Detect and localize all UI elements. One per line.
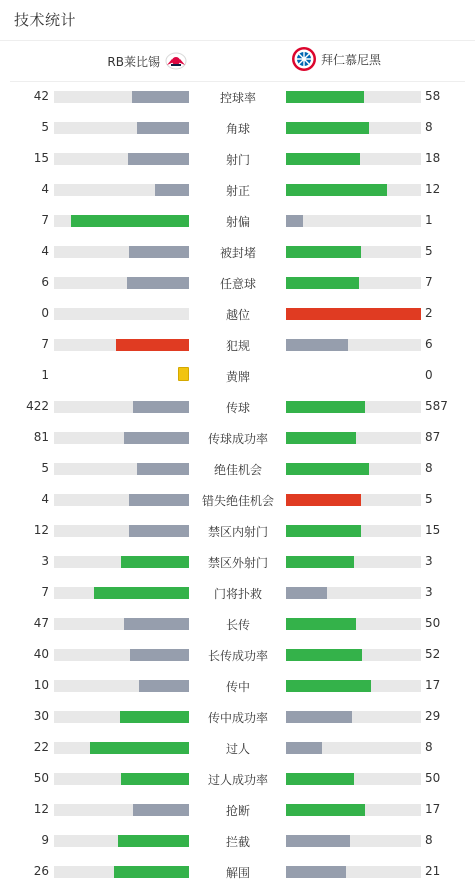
away-stat-bar-fill <box>286 339 348 351</box>
away-stat-value: 587 <box>425 399 448 413</box>
home-stat-bar <box>54 525 189 537</box>
stat-label: 射正 <box>225 184 250 198</box>
home-stat-bar <box>54 742 189 754</box>
home-stat-bar-fill <box>114 866 189 878</box>
stat-row[interactable] <box>0 298 475 329</box>
home-stat-bar <box>54 618 189 630</box>
home-stat-value: 26 <box>33 864 49 878</box>
home-stat-bar-fill <box>127 277 189 289</box>
home-stat-bar-fill <box>139 680 189 692</box>
stat-label: 禁区外射门 <box>207 556 268 570</box>
away-stat-bar <box>286 215 421 227</box>
away-stat-bar <box>286 494 421 506</box>
home-stat-bar <box>54 835 189 847</box>
home-stat-value: 10 <box>33 678 49 692</box>
away-stat-value: 12 <box>425 182 441 196</box>
away-stat-bar <box>286 835 421 847</box>
home-stat-value: 81 <box>33 430 49 444</box>
away-stat-value: 8 <box>425 833 433 847</box>
home-stat-bar <box>54 308 189 320</box>
home-stat-bar-fill <box>129 494 189 506</box>
away-stat-bar <box>286 401 421 413</box>
home-stat-value: 30 <box>33 709 49 723</box>
stat-label: 拦截 <box>225 835 250 849</box>
stat-row[interactable] <box>0 856 475 887</box>
away-team-name: 拜仁慕尼黑 <box>321 52 382 67</box>
away-stat-value: 29 <box>425 709 441 723</box>
away-stat-bar-fill <box>286 277 359 289</box>
away-stat-bar-fill <box>286 308 421 320</box>
home-stat-bar-fill <box>129 246 189 258</box>
away-stat-bar-fill <box>286 153 360 165</box>
away-stat-bar <box>286 122 421 134</box>
home-stat-value: 47 <box>33 616 49 630</box>
home-stat-bar-fill <box>132 91 189 103</box>
home-stat-bar <box>54 680 189 692</box>
home-stat-value: 12 <box>33 523 49 537</box>
stat-label: 长传成功率 <box>207 649 268 663</box>
away-stat-bar <box>286 680 421 692</box>
away-stat-bar-fill <box>286 463 369 475</box>
away-stat-value: 3 <box>425 585 433 599</box>
home-stat-value: 6 <box>41 275 49 289</box>
away-stat-bar-fill <box>286 649 362 661</box>
yellow-card-icon <box>178 367 189 381</box>
home-stat-value: 7 <box>41 337 49 351</box>
home-stat-value: 12 <box>33 802 49 816</box>
away-stat-bar <box>286 184 421 196</box>
stat-label: 禁区内射门 <box>207 525 268 539</box>
stat-row[interactable] <box>0 794 475 825</box>
team-header <box>0 41 475 81</box>
home-stat-bar <box>54 401 189 413</box>
stat-row[interactable] <box>0 763 475 794</box>
home-stat-value: 15 <box>33 151 49 165</box>
home-stat-value: 0 <box>41 306 49 320</box>
away-stat-bar <box>286 525 421 537</box>
away-stat-value: 2 <box>425 306 433 320</box>
home-stat-bar-fill <box>121 773 189 785</box>
home-stat-bar-fill <box>137 122 189 134</box>
away-stat-value: 7 <box>425 275 433 289</box>
home-stat-bar <box>54 711 189 723</box>
stat-row[interactable] <box>0 267 475 298</box>
stat-label: 越位 <box>225 308 250 322</box>
home-stat-bar <box>54 153 189 165</box>
away-stat-value: 0 <box>425 368 433 382</box>
away-stat-bar <box>286 556 421 568</box>
home-stat-bar-fill <box>94 587 189 599</box>
stat-row[interactable] <box>0 577 475 608</box>
away-stat-bar <box>286 742 421 754</box>
stat-label: 角球 <box>225 122 250 136</box>
away-stat-bar-fill <box>286 91 364 103</box>
away-stat-bar-fill <box>286 773 354 785</box>
stat-label: 黄牌 <box>225 370 250 384</box>
away-stat-value: 18 <box>425 151 441 165</box>
away-stat-bar <box>286 618 421 630</box>
away-stat-bar-fill <box>286 866 346 878</box>
home-stat-bar-fill <box>137 463 189 475</box>
away-stat-bar-fill <box>286 215 303 227</box>
stat-row[interactable] <box>0 732 475 763</box>
stat-label: 被封堵 <box>219 246 256 260</box>
stat-label: 传球 <box>225 401 250 415</box>
stat-row[interactable] <box>0 174 475 205</box>
away-team[interactable] <box>291 46 381 72</box>
home-stat-value: 9 <box>41 833 49 847</box>
stat-row[interactable] <box>0 143 475 174</box>
away-stat-bar <box>286 277 421 289</box>
stat-label: 传中 <box>225 680 250 694</box>
home-stat-bar <box>54 184 189 196</box>
home-team-name: RB莱比锡 <box>107 54 160 69</box>
stat-label: 过人成功率 <box>207 773 268 787</box>
away-stat-bar <box>286 711 421 723</box>
home-stat-value: 1 <box>41 368 49 382</box>
home-stat-bar-fill <box>155 184 189 196</box>
away-stat-bar <box>286 339 421 351</box>
home-stat-bar <box>54 463 189 475</box>
stat-label: 门将扑救 <box>213 587 262 601</box>
away-stat-value: 87 <box>425 430 441 444</box>
home-stat-bar-fill <box>118 835 189 847</box>
away-stat-bar-fill <box>286 525 361 537</box>
away-stat-bar <box>286 587 421 599</box>
stat-row[interactable] <box>0 546 475 577</box>
stat-row[interactable] <box>0 391 475 422</box>
away-stat-bar-fill <box>286 618 356 630</box>
home-stat-value: 4 <box>41 492 49 506</box>
away-stat-bar-fill <box>286 742 322 754</box>
stat-row[interactable] <box>0 236 475 267</box>
stat-label: 传中成功率 <box>207 711 268 725</box>
home-stat-value: 4 <box>41 244 49 258</box>
away-stat-value: 8 <box>425 120 433 134</box>
home-stat-bar <box>54 649 189 661</box>
stat-row[interactable] <box>0 639 475 670</box>
away-stat-value: 52 <box>425 647 441 661</box>
home-team[interactable] <box>107 52 187 70</box>
home-stat-bar-fill <box>133 804 189 816</box>
home-stat-bar <box>54 277 189 289</box>
stat-label: 控球率 <box>219 91 256 105</box>
stat-row[interactable] <box>0 825 475 856</box>
home-stat-value: 50 <box>33 771 49 785</box>
away-stat-bar-fill <box>286 184 387 196</box>
home-stat-value: 422 <box>26 399 49 413</box>
away-stat-value: 21 <box>425 864 441 878</box>
home-stat-bar-fill <box>90 742 189 754</box>
stat-row[interactable] <box>0 515 475 546</box>
away-stat-value: 58 <box>425 89 441 103</box>
stat-label: 犯规 <box>225 339 250 353</box>
home-stat-bar-fill <box>129 525 189 537</box>
home-stat-bar <box>54 122 189 134</box>
away-stat-value: 5 <box>425 244 433 258</box>
home-stat-value: 40 <box>33 647 49 661</box>
stat-row[interactable] <box>0 608 475 639</box>
home-stat-value: 5 <box>41 120 49 134</box>
home-stat-bar-fill <box>124 618 189 630</box>
stat-row[interactable] <box>0 453 475 484</box>
home-stat-bar <box>54 91 189 103</box>
stat-label: 抢断 <box>225 804 250 818</box>
away-stat-bar <box>286 91 421 103</box>
away-stat-bar-fill <box>286 401 365 413</box>
stat-label: 过人 <box>225 742 250 756</box>
away-stat-bar-fill <box>286 804 365 816</box>
away-stat-value: 15 <box>425 523 441 537</box>
home-stat-bar <box>54 587 189 599</box>
stat-row[interactable] <box>0 329 475 360</box>
bayern-munich-logo-icon <box>291 46 317 72</box>
home-stat-bar <box>54 339 189 351</box>
away-stat-bar-fill <box>286 680 371 692</box>
away-stat-value: 50 <box>425 616 441 630</box>
away-stat-value: 8 <box>425 740 433 754</box>
stat-row[interactable] <box>0 670 475 701</box>
home-stat-bar-fill <box>128 153 189 165</box>
away-stat-value: 50 <box>425 771 441 785</box>
away-stat-value: 17 <box>425 802 441 816</box>
stat-label: 射门 <box>225 153 250 167</box>
stat-row[interactable] <box>0 205 475 236</box>
away-stat-value: 8 <box>425 461 433 475</box>
home-stat-bar <box>54 494 189 506</box>
stat-label: 解围 <box>225 866 250 880</box>
away-stat-bar-fill <box>286 494 361 506</box>
away-stat-bar-fill <box>286 711 352 723</box>
away-stat-bar <box>286 463 421 475</box>
away-stat-bar-fill <box>286 246 361 258</box>
away-stat-value: 17 <box>425 678 441 692</box>
home-stat-value: 4 <box>41 182 49 196</box>
away-stat-bar <box>286 773 421 785</box>
home-stat-value: 22 <box>33 740 49 754</box>
stat-label: 长传 <box>225 618 250 632</box>
home-stat-bar <box>54 215 189 227</box>
stat-label: 传球成功率 <box>207 432 268 446</box>
away-stat-bar <box>286 153 421 165</box>
stat-label: 射偏 <box>225 215 250 229</box>
home-stat-bar <box>54 556 189 568</box>
home-stat-bar-fill <box>130 649 189 661</box>
away-stat-value: 3 <box>425 554 433 568</box>
away-stat-bar <box>286 866 421 878</box>
away-stat-bar <box>286 246 421 258</box>
away-stat-bar <box>286 432 421 444</box>
away-stat-value: 6 <box>425 337 433 351</box>
away-stat-bar <box>286 308 421 320</box>
home-stat-bar <box>54 804 189 816</box>
home-stat-bar <box>54 432 189 444</box>
away-stat-bar <box>286 804 421 816</box>
home-stat-bar <box>54 773 189 785</box>
home-stat-value: 5 <box>41 461 49 475</box>
home-stat-value: 7 <box>41 213 49 227</box>
away-stat-bar <box>286 649 421 661</box>
home-stat-value: 42 <box>33 89 49 103</box>
home-stat-bar-fill <box>71 215 189 227</box>
stat-label: 绝佳机会 <box>213 463 262 477</box>
stat-row[interactable] <box>0 701 475 732</box>
stat-row[interactable] <box>0 484 475 515</box>
away-stat-value: 5 <box>425 492 433 506</box>
stat-label: 错失绝佳机会 <box>201 494 274 508</box>
away-stat-bar-fill <box>286 432 356 444</box>
home-stat-value: 3 <box>41 554 49 568</box>
home-stat-bar <box>54 246 189 258</box>
stat-label: 任意球 <box>219 277 256 291</box>
away-stat-bar-fill <box>286 587 327 599</box>
stat-row[interactable] <box>0 360 475 391</box>
page-title: 技术统计 <box>14 11 77 29</box>
home-stat-bar-fill <box>116 339 189 351</box>
stat-row[interactable] <box>0 422 475 453</box>
away-stat-bar-fill <box>286 122 369 134</box>
stat-row[interactable] <box>0 112 475 143</box>
rb-leipzig-logo-icon <box>165 52 187 70</box>
away-stat-bar-fill <box>286 835 350 847</box>
away-stat-bar-fill <box>286 556 354 568</box>
stat-row[interactable] <box>0 81 475 112</box>
away-stat-value: 1 <box>425 213 433 227</box>
home-stat-bar-fill <box>121 556 189 568</box>
home-stat-bar <box>54 866 189 878</box>
home-stat-value: 7 <box>41 585 49 599</box>
home-stat-bar-fill <box>124 432 189 444</box>
home-stat-bar-fill <box>120 711 189 723</box>
home-stat-bar-fill <box>133 401 189 413</box>
